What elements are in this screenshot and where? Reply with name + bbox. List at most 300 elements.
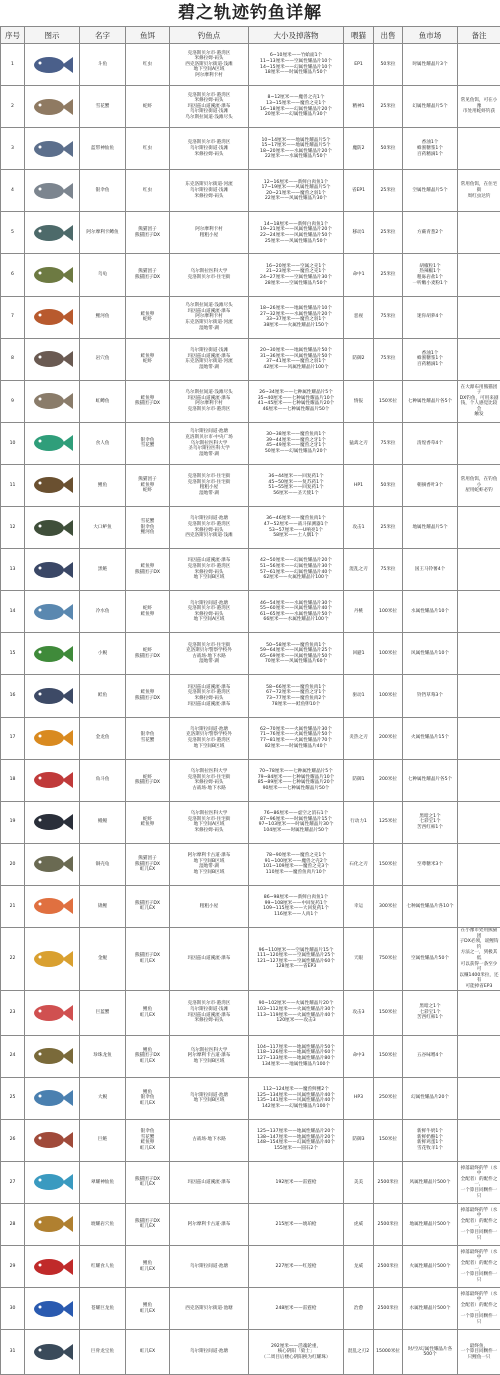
cell-drops: 30~38厘米——魔兽鱼肉1个 39~44厘米——魔兽之牙1个 45~49厘米——魔兽之牙1个 50厘米——幻属性耀晶片20个	[249, 422, 344, 464]
cell-no: 10	[1, 422, 25, 464]
cell-cat: 攻击1	[344, 507, 374, 549]
cell-note: 在小豫市处用熊猫团 子DX必须，谣鲤钩钓 方法之一，到极其低 可以获得一条至少可 以赚1400米拉，还有 可能掉省EP3	[458, 927, 500, 990]
header-no: 序号	[1, 27, 25, 44]
cell-bait: 鲑鱼卵 熊猫团子DX	[126, 380, 170, 422]
cell-note	[458, 338, 500, 380]
cell-sell: 250米拉	[374, 1077, 403, 1119]
fish-icon	[29, 428, 75, 458]
fish-icon	[29, 92, 75, 122]
cell-cat: 石化之刃	[344, 843, 374, 885]
table-row	[1, 591, 500, 633]
cell-market: 国王马铃薯4个	[403, 549, 458, 591]
cell-sell: 75米拉	[374, 296, 403, 338]
cell-spot: 乌尔斯拉医科大学 阿尔摩利卡古道·瀑布 地下空间B区域	[170, 1035, 249, 1077]
cell-name: 铜壳龟	[80, 843, 126, 885]
table-row	[1, 801, 500, 843]
cell-note	[458, 1119, 500, 1161]
cell-no: 2	[1, 86, 25, 128]
cell-market: 迷你胡萝4个	[403, 296, 458, 338]
cell-note	[458, 44, 500, 86]
fish-icon	[29, 50, 75, 80]
cell-sell: 150米拉	[374, 380, 403, 422]
fish-image	[25, 990, 80, 1035]
table-row	[1, 1161, 500, 1203]
cell-sell: 50米拉	[374, 464, 403, 506]
table-row	[1, 1035, 500, 1077]
table-row	[1, 717, 500, 759]
cell-sell: 300米拉	[374, 885, 403, 927]
cell-cat: 恶视	[344, 296, 374, 338]
cell-market: 地属性耀晶片500个	[403, 1203, 458, 1245]
cell-market: 七种属性耀晶片各5个	[403, 380, 458, 422]
cell-bait: 雪花蟹 银伞鱼 鲤河鱼	[126, 507, 170, 549]
cell-cat: 命中1	[344, 254, 374, 296]
cell-note: 常用鱼饵，在钓鱼小 屋用蛇虾必钓	[458, 464, 500, 506]
fish-icon	[29, 218, 75, 248]
cell-cat: 混乱之刃	[344, 549, 374, 591]
cell-name: 巨蓝蟹	[80, 990, 126, 1035]
cell-no: 21	[1, 885, 25, 927]
cell-name: 红耀食人鱼	[80, 1245, 126, 1287]
cell-market: 水属性耀晶片500个	[403, 1288, 458, 1330]
header-bait: 鱼饵	[126, 27, 170, 44]
table-row	[1, 338, 500, 380]
page-title: 碧之轨迹钓鱼详解	[0, 0, 500, 26]
table-row	[1, 675, 500, 717]
fish-image	[25, 380, 80, 422]
cell-no: 14	[1, 591, 25, 633]
cell-name: 乌龟	[80, 254, 126, 296]
fish-image	[25, 885, 80, 927]
header-drops: 大小及掉落物	[249, 27, 344, 44]
cell-sell: 25米拉	[374, 212, 403, 254]
cell-name: 蓝带神仙鱼	[80, 128, 126, 170]
fish-icon	[29, 1125, 75, 1155]
cell-market: 铃铛草莓3个	[403, 675, 458, 717]
table-row	[1, 422, 500, 464]
table-row	[1, 464, 500, 506]
table-row	[1, 1077, 500, 1119]
cell-bait: 银伞鱼 雪花蟹	[126, 717, 170, 759]
cell-sell: 150米拉	[374, 1119, 403, 1161]
cell-name: 苍耀巨龙鱼	[80, 1288, 126, 1330]
fish-icon	[29, 386, 75, 416]
fish-icon	[29, 681, 75, 711]
table-row	[1, 633, 500, 675]
cell-drops: 248厘米——雷霆枪	[249, 1288, 344, 1330]
cell-bait: 蛇虾 鲑鱼卵	[126, 801, 170, 843]
cell-no: 20	[1, 843, 25, 885]
cell-cat: 驱动1	[344, 675, 374, 717]
fish-image	[25, 86, 80, 128]
cell-note	[458, 507, 500, 549]
cell-sell: 750米拉	[374, 927, 403, 990]
cell-bait: 红虫	[126, 44, 170, 86]
cell-sell: 50米拉	[374, 128, 403, 170]
cell-name: 巨鲢	[80, 1119, 126, 1161]
cell-market: 时属性耀晶片3个	[403, 44, 458, 86]
table-row	[1, 843, 500, 885]
table-row	[1, 254, 500, 296]
cell-sell: 2500米拉	[374, 1245, 403, 1287]
cell-name: 黑鲢	[80, 549, 126, 591]
cell-note: 掉落最终的竿（水中 全配者）的配件之一， 一个算目同颗件一 只	[458, 1245, 500, 1287]
cell-bait: 鲑鱼卵 蛇虾	[126, 296, 170, 338]
fish-icon	[29, 1041, 75, 1071]
cell-no: 18	[1, 759, 25, 801]
cell-sell: 200米拉	[374, 759, 403, 801]
fish-image	[25, 591, 80, 633]
cell-cat: HP1	[344, 464, 374, 506]
table-row	[1, 170, 500, 212]
cell-cat: 行动力1	[344, 801, 374, 843]
cell-drops: 86~98厘米——新鲜白肉鱼1个 99~108厘米——中回复药1个 109~115厘米——大回复药1个 116厘米——人肉1个	[249, 885, 344, 927]
cell-note	[458, 990, 500, 1035]
fish-table	[0, 26, 500, 1375]
cell-drops: 78~90厘米——魔兽之壳1个 91~100厘米——魔兽之壳2个 101~109厘米——魔兽之壳3个 110厘米——魔兽鱼肉片10个	[249, 843, 344, 885]
cell-bait: 鲤鱼 银伞鱼 虹儿EX	[126, 1077, 170, 1119]
cell-name: 小鲵	[80, 633, 126, 675]
cell-bait: 红虫	[126, 128, 170, 170]
fish-icon	[29, 344, 75, 374]
header-sell: 出售	[374, 27, 403, 44]
cell-name: 大口鲈鱼	[80, 507, 126, 549]
cell-no: 24	[1, 1035, 25, 1077]
table-row	[1, 1288, 500, 1330]
cell-market: 黑暗之1个 七彩宝1个 苦西红柿1个	[403, 801, 458, 843]
table-row	[1, 507, 500, 549]
header-spot: 钓鱼点	[170, 27, 249, 44]
cell-no: 1	[1, 44, 25, 86]
cell-note: 最终鱼， 一个算目同颗件一 只鲤鱼一只	[458, 1330, 500, 1375]
fish-icon	[29, 765, 75, 795]
fish-icon	[29, 302, 75, 332]
cell-no: 31	[1, 1330, 25, 1375]
cell-spot: 乌尔斯拉间道·浅滩尽头 玛因兹山道溪流·瀑布 阿尔摩利卡村 克洛斯贝尔市·港湾区	[170, 380, 249, 422]
cell-market: 空属性耀晶片50个	[403, 927, 458, 990]
cell-drops: 50~58厘米——魔兽鱼肉1个 59~64厘米——风属性耀晶片25个 65~69厘米——风属性耀晶片50个 70厘米——风属性耀晶片60个	[249, 633, 344, 675]
cell-sell: 75米拉	[374, 422, 403, 464]
cell-spot: 乌尔斯拉间道·池塘	[170, 1330, 249, 1375]
cell-sell: 15000米拉	[374, 1330, 403, 1375]
cell-cat: 美美	[344, 1161, 374, 1203]
cell-note: 在大瀑布用熊猫团子 DX钓鱼，可用来剧 钱，个人感觉比较会 触发	[458, 380, 500, 422]
cell-drops: 76~86厘米——虚空之消石1个 87~96厘米——时属性耀晶片15个 97~103厘米——时属性耀晶片30个 104厘米——时属性耀晶片50个	[249, 801, 344, 843]
cell-spot: 乌尔斯拉间道·池塘 克洛斯贝尔市·港湾区 米修拉姆·码头 地下空间A区域	[170, 591, 249, 633]
cell-sell: 2500米拉	[374, 1203, 403, 1245]
cell-market: 清煌香草4个	[403, 422, 458, 464]
cell-market: 七种属性耀晶片各5个	[403, 759, 458, 801]
cell-no: 15	[1, 633, 25, 675]
cell-sell: 25米拉	[374, 170, 403, 212]
cell-sell: 75米拉	[374, 549, 403, 591]
cell-no: 19	[1, 801, 25, 843]
cell-drops: 6~10厘米——竹蛤面1个 11~13厘米——空属性耀晶片10个 14~15厘米——幻属性耀晶片10个 18厘米——时属性耀晶片50个	[249, 44, 344, 86]
cell-spot: 克洛斯贝尔市·港湾区 米修拉姆·码头 玛因兹山道溪流·瀑布 乌尔斯拉街道·浅滩 乌尔斯拉间道·浅滩尽头	[170, 86, 249, 128]
fish-image	[25, 549, 80, 591]
cell-cat: 猛禽之刃	[344, 422, 374, 464]
cell-cat: 情报	[344, 380, 374, 422]
cell-spot: 阿尔摩利卡村 粗粗小屋	[170, 212, 249, 254]
cell-name: 斗鱼	[80, 44, 126, 86]
cell-bait: 熊猫团子DX 虹儿EX	[126, 927, 170, 990]
fish-icon	[29, 555, 75, 585]
cell-name: 虹鳟鱼	[80, 380, 126, 422]
cell-name: 鲑鱼	[80, 675, 126, 717]
cell-name: 金龙鱼	[80, 717, 126, 759]
fish-image	[25, 1161, 80, 1203]
cell-spot: 阿尔摩利卡古道·瀑布 地下空间B区域 湿地带·湖 地下空间B区域	[170, 843, 249, 885]
cell-no: 22	[1, 927, 25, 990]
cell-market: 风属性耀晶片10个	[403, 633, 458, 675]
fish-image	[25, 633, 80, 675]
cell-bait: 熊猫团子 熊猫团子DX 虹儿EX	[126, 843, 170, 885]
cell-cat: EP1	[344, 44, 374, 86]
cell-cat: 精神1	[344, 86, 374, 128]
cell-no: 9	[1, 380, 25, 422]
cell-name: 冷水鱼	[80, 591, 126, 633]
cell-drops: 62~70厘米——火属性耀晶片30个 71~76厘米——火属性耀晶片50个 77~81厘米——火属性耀晶片70个 82厘米——时属性耀晶片40个	[249, 717, 344, 759]
cell-drops: 16~20厘米——空属之壳1个 21~23厘米——魔兽之壳1个 24~27厘米——空属性耀晶片30个 28厘米——空属性耀晶片50个	[249, 254, 344, 296]
cell-cat: 虎威	[344, 1203, 374, 1245]
cell-bait: 蛇虾 鲑鱼卵	[126, 591, 170, 633]
cell-drops: 58~66厘米——魔兽鱼肉1个 67~72厘米——魔兽之牙1个 73~77厘米——魔兽鱼肉2个 78厘米——鲑鱼卵10个	[249, 675, 344, 717]
cell-no: 23	[1, 990, 25, 1035]
cell-cat: 防御1	[344, 759, 374, 801]
cell-drops: 14~18厘米——新鲜白肉鱼1个 19~21厘米——风属性耀晶片20个 22~24厘米——风属性耀晶片50个 25厘米——风属性耀晶片50个	[249, 212, 344, 254]
table-row	[1, 549, 500, 591]
cell-bait: 鲑鱼卵 熊猫团子DX	[126, 675, 170, 717]
cell-sell: 150米拉	[374, 1035, 403, 1077]
table-row	[1, 44, 500, 86]
cell-spot: 克洛斯贝尔市·住宅街 克洛斯贝尔市·住宅街 粗粗小屋 湿地带·湖	[170, 464, 249, 506]
cell-name: 雪花蟹	[80, 86, 126, 128]
cell-market: 地属性耀晶片5个	[403, 507, 458, 549]
cell-spot: 乌尔斯拉间道·池塘 地下空间B区域	[170, 1077, 249, 1119]
cell-cat: 混乱之刃2	[344, 1330, 374, 1375]
cell-bait: 熊猫团子DX 虹儿EX	[126, 1203, 170, 1245]
cell-drops: 46~54厘米——水属性耀晶片30个 55~60厘米——风属性耀晶片40个 61~65厘米——水属性耀晶片50个 66厘米——水属性耀晶片100个	[249, 591, 344, 633]
fish-image	[25, 254, 80, 296]
cell-sell: 150米拉	[374, 843, 403, 885]
cell-note	[458, 128, 500, 170]
cell-sell: 75米拉	[374, 338, 403, 380]
cell-cat: 龙威	[344, 1245, 374, 1287]
fish-icon	[29, 807, 75, 837]
cell-name: 琥耀岩穴鱼	[80, 1203, 126, 1245]
fish-image	[25, 422, 80, 464]
cell-bait: 熊猫团子 熊猫团子DX	[126, 254, 170, 296]
cell-market: 七种属性耀晶片各10个	[403, 885, 458, 927]
cell-spot: 西克洛斯贝尔街道·池塘	[170, 1288, 249, 1330]
cell-name: 阿尔摩利卡鳟鱼	[80, 212, 126, 254]
cell-name: 岩穴鱼	[80, 338, 126, 380]
cell-name: 鳗鳗	[80, 801, 126, 843]
cell-drops: 70~78厘米——七种属性耀晶片5个 79~84厘米——七种属性耀晶片10个 85~89厘米——七种属性耀晶片20个 90厘米——七种属性耀晶片50个	[249, 759, 344, 801]
cell-no: 8	[1, 338, 25, 380]
cell-note	[458, 843, 500, 885]
fish-icon	[29, 1252, 75, 1282]
table-row	[1, 128, 500, 170]
cell-drops: 8~12厘米——魔兽之壳1个 13~15厘米——魔兽之壳1个 16~18厘米——幻属性耀晶片20个 20厘米——幻属性耀晶片30个	[249, 86, 344, 128]
cell-cat: 省EP1	[344, 170, 374, 212]
table-row	[1, 1245, 500, 1287]
cell-note	[458, 759, 500, 801]
cell-drops: 96~110厘米——空属性耀晶片15个 111~120厘米——空属性耀晶片25个 121~127厘米——空属性耀晶片60个 128厘米——省EP3	[249, 927, 344, 990]
cell-spot: 粗粗小屋	[170, 885, 249, 927]
cell-market: 至尊糖米3个	[403, 843, 458, 885]
table-row	[1, 380, 500, 422]
cell-no: 3	[1, 128, 25, 170]
fish-image	[25, 1288, 80, 1330]
cell-bait: 蛇虾 熊猫团子DX	[126, 633, 170, 675]
cell-bait: 鲤鱼 虹儿EX	[126, 990, 170, 1035]
fish-image	[25, 128, 80, 170]
cell-spot: 玛因兹山道溪流·瀑布	[170, 1161, 249, 1203]
cell-bait: 鲤鱼 虹儿EX	[126, 1288, 170, 1330]
cell-note	[458, 801, 500, 843]
cell-spot: 乌尔斯拉间道·浅滩尽头 玛因兹山道溪流·瀑布 阿尔摩利卡村 东克洛斯贝尔街道·河流 湿地带·湖	[170, 296, 249, 338]
cell-market: 火属性耀晶片15个	[403, 717, 458, 759]
cell-cat: 炎热之刃	[344, 717, 374, 759]
cell-market: 方蕨青葱2个	[403, 212, 458, 254]
cell-name: 角斗鱼	[80, 759, 126, 801]
cell-name: 银伞鱼	[80, 170, 126, 212]
cell-market: 黑暗之1个 七彩宝1个 苦西红柿1个	[403, 990, 458, 1035]
cell-name: 巨骨龙宝鱼	[80, 1330, 126, 1375]
cell-sell: 25米拉	[374, 507, 403, 549]
cell-cat: 防御3	[344, 1119, 374, 1161]
cell-drops: 192厘米——雷霆枪	[249, 1161, 344, 1203]
cell-bait: 鲤鱼 熊猫团子DX 虹儿EX	[126, 1035, 170, 1077]
cell-sell: 100米拉	[374, 675, 403, 717]
cell-market: 胡椒粒1个 热辣椒1个 粗砾岩盐1个 一听嫩小麦粉1个	[403, 254, 458, 296]
cell-drops: 18~26厘米——地属性耀晶片10个 27~32厘米——水属性耀晶片20个 33~37厘米——魔兽之羽1个 38厘米——火属性耀晶片150个	[249, 296, 344, 338]
cell-drops: 112~124厘米——魔兽鲜鲤2个 125~134厘米——风属性耀晶片40个 135~141厘米——风属性耀晶片40个 142厘米——幻属性耀晶片100个	[249, 1077, 344, 1119]
cell-spot: 克洛斯贝尔市·港湾区 米修拉姆·码头 西克洛斯贝尔街道·浅滩 地下空间A区域 阿尔摩利卡村	[170, 44, 249, 86]
cell-spot: 乌尔斯拉医科大学 克洛斯贝尔市·住宅街 米修拉姆·码头 古战场·地下水路	[170, 759, 249, 801]
cell-bait: 蛇虾 熊猫团子DX	[126, 759, 170, 801]
cell-note: 常用鱼饵，在住宅街 周红虫达钓	[458, 170, 500, 212]
fish-icon	[29, 176, 75, 206]
cell-sell: 25米拉	[374, 86, 403, 128]
fish-icon	[29, 1337, 75, 1367]
fish-icon	[29, 1294, 75, 1324]
cell-no: 4	[1, 170, 25, 212]
cell-no: 12	[1, 507, 25, 549]
cell-note	[458, 885, 500, 927]
cell-no: 13	[1, 549, 25, 591]
cell-spot: 乌尔斯拉间道·池塘	[170, 1245, 249, 1287]
cell-bait: 红虫	[126, 170, 170, 212]
cell-drops: 36~44厘米——回复药1个 45~50厘米——复苏药1个 51~55厘米——回复药1个 56厘米——圣天使1个	[249, 464, 344, 506]
header-market: 鱼市场	[403, 27, 458, 44]
cell-drops: 36~46厘米——魔兽鱼肉1个 47~52厘米——战斗探测器1个 53~57厘米——U响亮1个 58厘米——土人偶1个	[249, 507, 344, 549]
cell-drops: 42~50厘米——幻属性耀晶片20个 51~56厘米——幻属性耀晶片30个 57~61厘米——幻属性耀晶片40个 62厘米——火属性耀晶片100个	[249, 549, 344, 591]
cell-spot: 玛因兹山道溪流·瀑布	[170, 927, 249, 990]
cell-spot: 乌尔斯拉医科大学 克洛斯贝尔市·住宅街 地下空间A区域 米修拉姆·码头	[170, 801, 249, 843]
cell-sell: 2500米拉	[374, 1288, 403, 1330]
cell-sell: 25米拉	[374, 254, 403, 296]
cell-note	[458, 675, 500, 717]
cell-spot: 乌尔斯拉间道·池塘 克洛斯贝尔警察学校外 克洛斯贝尔市·港湾区 地下空间B区域	[170, 717, 249, 759]
cell-drops: 10~14厘米——地属性耀晶片5个 15~17厘米——地属性耀晶片5个 18~20厘米——水属性耀晶片20个 22厘米——水属性耀晶片50个	[249, 128, 344, 170]
fish-image	[25, 1330, 80, 1375]
cell-bait: 虹儿EX	[126, 1330, 170, 1375]
cell-cat: 命中3	[344, 1035, 374, 1077]
cell-name: 鲤河鱼	[80, 296, 126, 338]
cell-no: 17	[1, 717, 25, 759]
fish-image	[25, 843, 80, 885]
cell-bait: 银伞鱼 雪花蟹 鲑鱼卵 虹儿EX	[126, 1119, 170, 1161]
cell-market: 朝摘香叶3个	[403, 464, 458, 506]
cell-spot: 乌尔斯拉医科大学 克洛斯贝尔市·住宅街	[170, 254, 249, 296]
cell-sell: 125米拉	[374, 801, 403, 843]
fish-icon	[29, 723, 75, 753]
cell-note	[458, 1077, 500, 1119]
cell-drops: 12~16厘米——新鲜白肉鱼1个 17~19厘米——风属性耀晶片5个 20~21厘米——魔兽之羽1个 22厘米——风属性耀晶片30个	[249, 170, 344, 212]
cell-market: 幻属性耀晶片5个	[403, 86, 458, 128]
cell-name: 鲤鱼	[80, 464, 126, 506]
cell-name: 锦鲤	[80, 885, 126, 927]
cell-spot: 阿尔摩利卡古道·瀑布	[170, 1203, 249, 1245]
cell-name: 翠耀神仙鱼	[80, 1161, 126, 1203]
fish-image	[25, 338, 80, 380]
cell-name: 金鲲	[80, 927, 126, 990]
cell-spot: 玛因兹山道溪流·瀑布 克洛斯贝尔市·港湾区 米修拉姆·码头 玛因兹山道溪流·瀑布	[170, 675, 249, 717]
cell-cat: 丹桃	[344, 591, 374, 633]
fish-icon	[29, 1083, 75, 1113]
cell-drops: 125~137厘米——地属性耀晶片20个 138~147厘米——地属性耀晶片20个 148~154厘米——幻属性耀晶片40个 155厘米——圆石2个	[249, 1119, 344, 1161]
table-row	[1, 1119, 500, 1161]
cell-note: 掉落最终的竿（水中 全配者）的配件之一， 一个算目同颗件一 只	[458, 1203, 500, 1245]
cell-bait: 鲑鱼卵 蛇虾	[126, 338, 170, 380]
fish-icon	[29, 639, 75, 669]
table-row	[1, 885, 500, 927]
cell-bait: 蛇虾	[126, 86, 170, 128]
cell-cat: HP3	[344, 1077, 374, 1119]
table-row	[1, 759, 500, 801]
fish-image	[25, 212, 80, 254]
cell-no: 28	[1, 1203, 25, 1245]
cell-no: 29	[1, 1245, 25, 1287]
header-row	[1, 27, 500, 44]
cell-market: 新鲜牛奶1个 新鲜奶酪1个 新鲜鸡蛋1个 雪花牧羊1个	[403, 1119, 458, 1161]
fish-icon	[29, 134, 75, 164]
cell-drops: 215厘米——琥珀枪	[249, 1203, 344, 1245]
cell-drops: 227厘米——红莲枪	[249, 1245, 344, 1287]
cell-note: 掉落最终的竿（水中 全配者）的配件之一， 一个算目同颗件一 只	[458, 1288, 500, 1330]
cell-note	[458, 591, 500, 633]
cell-bait: 鲑鱼卵 熊猫团子DX	[126, 549, 170, 591]
cell-spot: 乌尔斯拉间道·池塘 克洛斯贝尔市·中央广场 乌尔斯拉医科大学 圣乌尔斯拉医科大学 湿地带·湖	[170, 422, 249, 464]
cell-market: 空属性耀晶片5个	[403, 170, 458, 212]
cell-sell: 100米拉	[374, 591, 403, 633]
cell-market: 香油1个 蜂蜜糖浆1个 百药精滴1个	[403, 338, 458, 380]
fish-icon	[29, 944, 75, 974]
fish-image	[25, 507, 80, 549]
cell-no: 7	[1, 296, 25, 338]
cell-no: 16	[1, 675, 25, 717]
table-row	[1, 1203, 500, 1245]
cell-cat: 魔防2	[344, 128, 374, 170]
cell-drops: 90~102厘米——火属性耀晶片20个 103~112厘米——火属性耀晶片30个 113~119厘米——火属性耀晶片40个 120厘米——攻击3	[249, 990, 344, 1035]
cell-drops: 104~117厘米——地属性耀晶片50个 118~126厘米——地属性耀晶片60个 127~133厘米——地属性耀晶片80个 134厘米——地属性耀晶片100个	[249, 1035, 344, 1077]
cell-spot: 东克洛斯贝尔街道·河流 乌尔斯拉街道·浅滩 米修拉姆·码头	[170, 170, 249, 212]
cell-market: 火属性耀晶片500个	[403, 1245, 458, 1287]
cell-market: 风属性耀晶片500个	[403, 1161, 458, 1203]
cell-no: 11	[1, 464, 25, 506]
